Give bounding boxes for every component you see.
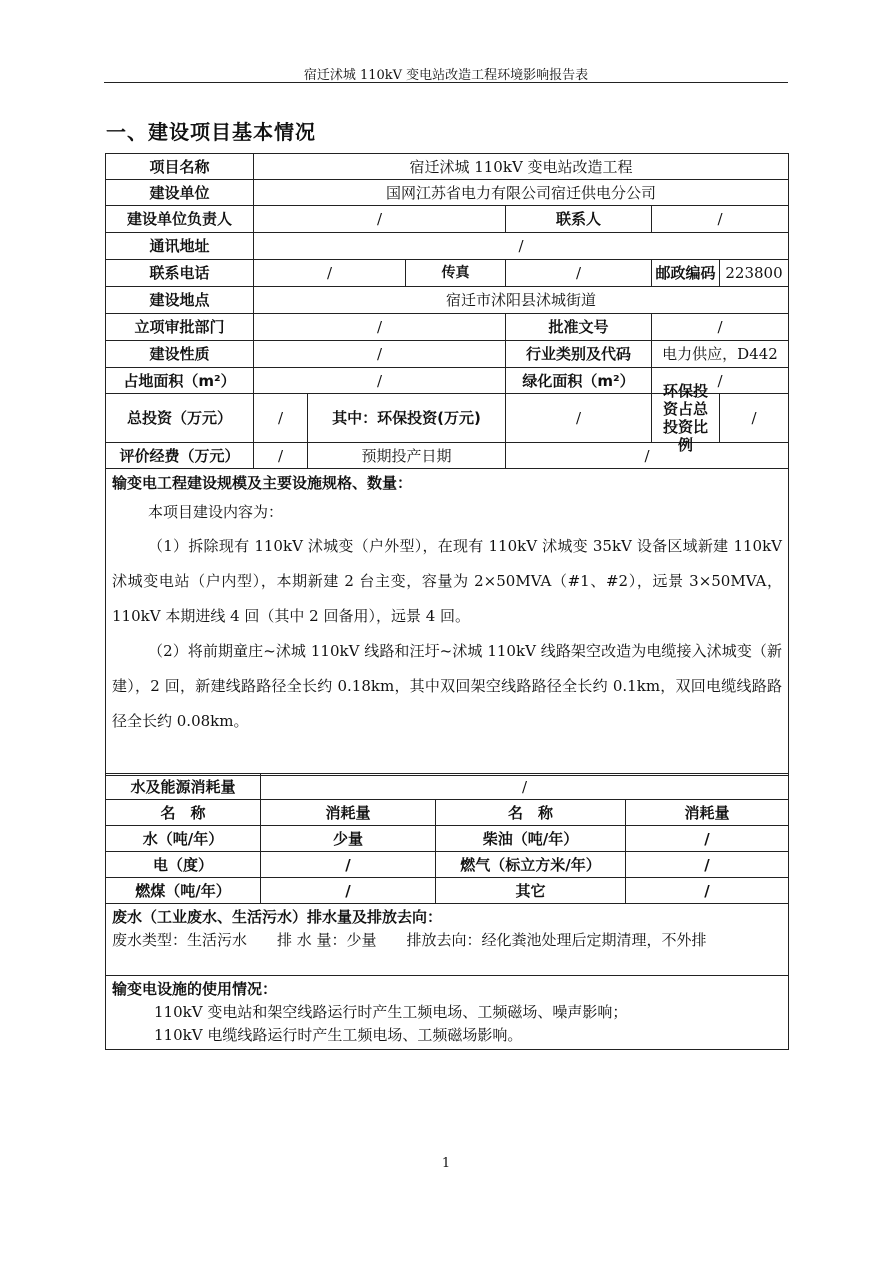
- eval-fee-label: 评价经费（万元）: [106, 443, 254, 469]
- contact-value: /: [652, 206, 789, 233]
- wastewater-line: 废水类型：生活污水 排 水 量：少量 排放去向：经化粪池处理后定期清理，不外排: [112, 931, 707, 949]
- energy-name: 电（度）: [106, 852, 261, 878]
- header-rule: [104, 82, 788, 83]
- energy-amount: /: [261, 852, 436, 878]
- env-invest-value: /: [506, 394, 652, 443]
- energy-col-name-1: 名 称: [106, 800, 261, 826]
- energy-name: 水（吨/年）: [106, 826, 261, 852]
- page-header: 宿迁沭城 110kV 变电站改造工程环境影响报告表: [303, 68, 589, 83]
- fax-value: /: [506, 260, 652, 287]
- postcode-value: 223800: [725, 264, 783, 282]
- approval-dept-value: /: [254, 314, 506, 341]
- energy-col-name-2: 名 称: [436, 800, 626, 826]
- phone-value: /: [254, 260, 406, 287]
- env-ratio-value: /: [751, 409, 757, 427]
- energy-table: [105, 773, 789, 1050]
- energy-col-amount-2: 消耗量: [626, 800, 789, 826]
- nature-value: /: [254, 341, 506, 368]
- wastewater-heading: 废水（工业废水、生活污水）排水量及排放去向：: [112, 908, 443, 926]
- usage-line-1: 110kV 变电站和架空线路运行时产生工频电场、工频磁场、噪声影响；: [154, 1003, 628, 1021]
- energy-value: /: [261, 774, 789, 800]
- approval-no-label: 批准文号: [506, 314, 652, 341]
- approval-dept-label: 立项审批部门: [106, 314, 254, 341]
- page-number: 1: [441, 1156, 451, 1171]
- invest-value: /: [254, 394, 308, 443]
- postcode-label: 邮政编码: [652, 260, 720, 286]
- approval-no-value: /: [652, 314, 789, 341]
- energy-amount: /: [261, 878, 436, 904]
- green-label: 绿化面积（m²）: [506, 368, 652, 394]
- industry-value: 电力供应，D442: [652, 341, 789, 368]
- project-name-value: 宿迁沭城 110kV 变电站改造工程: [254, 154, 789, 180]
- address-value: /: [254, 233, 789, 260]
- address-label: 通讯地址: [106, 233, 254, 260]
- industry-label: 行业类别及代码: [506, 341, 652, 368]
- env-invest-label: 其中：环保投资(万元): [308, 394, 506, 443]
- scale-heading: 输变电工程建设规模及主要设施规格、数量：: [112, 474, 413, 492]
- section-title: 一、建设项目基本情况: [106, 120, 316, 144]
- scale-paragraph-2: （2）将前期童庄~沭城 110kV 线路和汪圩~沭城 110kV 线路架空改造为电缆接入沭城变（新建），2 回，新建线路路径全长约 0.18km，其中双回架空线路路径全长约 0.1km，双回电缆线路路径全长约 0.08km。: [112, 642, 782, 730]
- energy-label: 水及能源消耗量: [106, 774, 261, 800]
- usage-heading: 输变电设施的使用情况：: [112, 980, 278, 998]
- green-value: /: [652, 368, 789, 394]
- invest-label: 总投资（万元）: [106, 394, 254, 443]
- leader-label: 建设单位负责人: [106, 206, 254, 233]
- energy-name: 柴油（吨/年）: [436, 826, 626, 852]
- leader-value: /: [254, 206, 506, 233]
- phone-label: 联系电话: [106, 260, 254, 287]
- scale-intro: 本项目建设内容为：: [148, 503, 284, 521]
- energy-amount: 少量: [261, 826, 436, 852]
- area-value: /: [254, 368, 506, 394]
- energy-row: [106, 878, 789, 904]
- fax-label: 传真: [406, 260, 506, 287]
- wastewater-section: [106, 904, 789, 976]
- builder-label: 建设单位: [106, 180, 254, 206]
- env-ratio-label: 环保投资占总投资比例: [652, 394, 720, 442]
- energy-amount: /: [626, 852, 789, 878]
- area-label: 占地面积（m²）: [106, 368, 254, 394]
- energy-name: 燃煤（吨/年）: [106, 878, 261, 904]
- energy-amount: /: [626, 878, 789, 904]
- eval-fee-value: /: [254, 443, 308, 469]
- prod-date-label: 预期投产日期: [308, 443, 506, 469]
- contact-label: 联系人: [506, 206, 652, 233]
- site-value: 宿迁市沭阳县沭城街道: [254, 287, 789, 314]
- nature-label: 建设性质: [106, 341, 254, 368]
- scale-paragraph-1: （1）拆除现有 110kV 沭城变（户外型），在现有 110kV 沭城变 35kV 设备区域新建 110kV 沭城变电站（户内型），本期新建 2 台主变，容量为 2×50MVA（#1、#2），远景 3×50MVA，110kV 本期进线 4 回（其中 2 回备用），远景 4 回。: [112, 537, 782, 625]
- energy-col-amount-1: 消耗量: [261, 800, 436, 826]
- project-name-label: 项目名称: [106, 154, 254, 180]
- builder-value: 国网江苏省电力有限公司宿迁供电分公司: [254, 180, 789, 206]
- usage-line-2: 110kV 电缆线路运行时产生工频电场、工频磁场影响。: [154, 1026, 523, 1044]
- energy-name: 其它: [436, 878, 626, 904]
- energy-amount: /: [626, 826, 789, 852]
- scale-section: [106, 469, 789, 776]
- site-label: 建设地点: [106, 287, 254, 314]
- energy-row: [106, 826, 789, 852]
- energy-name: 燃气（标立方米/年）: [436, 852, 626, 878]
- usage-section: [106, 976, 789, 1050]
- prod-date-value: /: [506, 443, 789, 469]
- energy-row: [106, 852, 789, 878]
- project-info-table: [105, 153, 789, 776]
